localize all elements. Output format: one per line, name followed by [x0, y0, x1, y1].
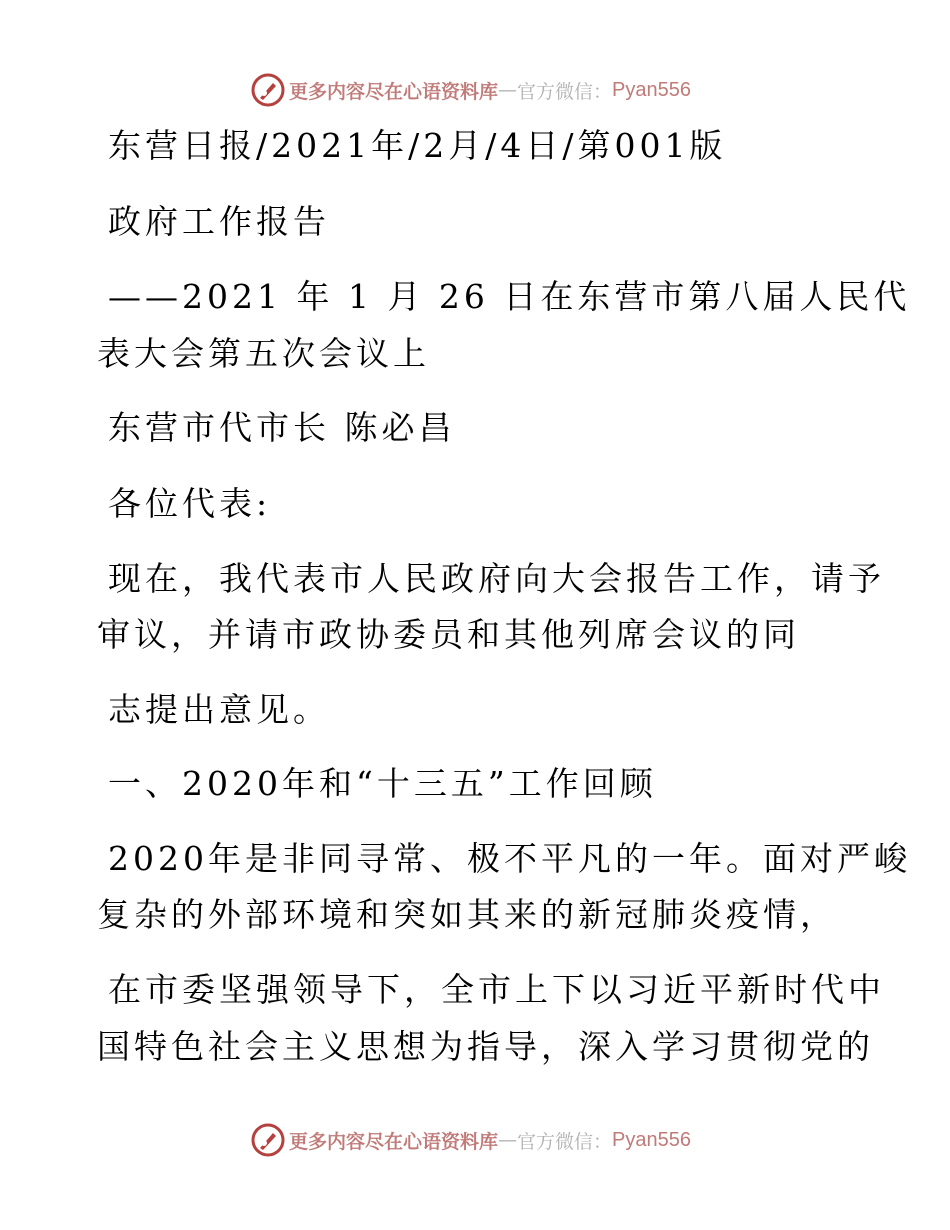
watermark-wechat-id: Pyan556 [612, 1128, 691, 1151]
doc-paragraph-line: 复杂的外部环境和突如其来的新冠肺炎疫情， [97, 895, 837, 934]
watermark-group [251, 1123, 691, 1157]
top-watermark-banner [0, 70, 950, 110]
watermark-wechat-label: 官方微信： [517, 1130, 613, 1153]
bottom-watermark-banner [0, 1120, 950, 1160]
watermark-text: 更多内容尽在心语资料库 [289, 80, 499, 103]
doc-subtitle-line-2: 表大会第五次会议上 [97, 334, 430, 373]
doc-paragraph-line: 在市委坚强领导下，全市上下以习近平新时代中 [108, 970, 885, 1009]
doc-salutation: 各位代表: [108, 484, 272, 523]
watermark-wechat-label: 官方微信： [517, 80, 613, 103]
watermark-group [251, 73, 691, 107]
pen-circle-logo-icon [251, 1123, 285, 1157]
doc-paragraph-line: 国特色社会主义思想为指导，深入学习贯彻党的 [97, 1027, 874, 1066]
doc-paragraph-line: 志提出意见。 [108, 690, 330, 729]
watermark-separator: — [498, 79, 518, 101]
pen-circle-logo-icon [251, 73, 285, 107]
doc-source-line: 东营日报/2021年/2月/4日/第001版 [108, 126, 727, 165]
watermark-wechat-id: Pyan556 [612, 78, 691, 101]
doc-author: 东营市代市长 陈必昌 [108, 408, 456, 447]
doc-paragraph-line: 审议，并请市政协委员和其他列席会议的同 [97, 615, 800, 654]
doc-section-heading: 一、2020年和“十三五”工作回顾 [108, 764, 657, 803]
doc-title: 政府工作报告 [108, 202, 330, 241]
watermark-text: 更多内容尽在心语资料库 [289, 1130, 499, 1153]
doc-subtitle-line-1: ——2021 年 1 月 26 日在东营市第八届人民代 [108, 277, 911, 316]
doc-paragraph-line: 2020年是非同寻常、极不平凡的一年。面对严峻 [108, 839, 911, 878]
watermark-separator: — [498, 1129, 518, 1151]
doc-paragraph-line: 现在，我代表市人民政府向大会报告工作，请予 [108, 559, 885, 598]
